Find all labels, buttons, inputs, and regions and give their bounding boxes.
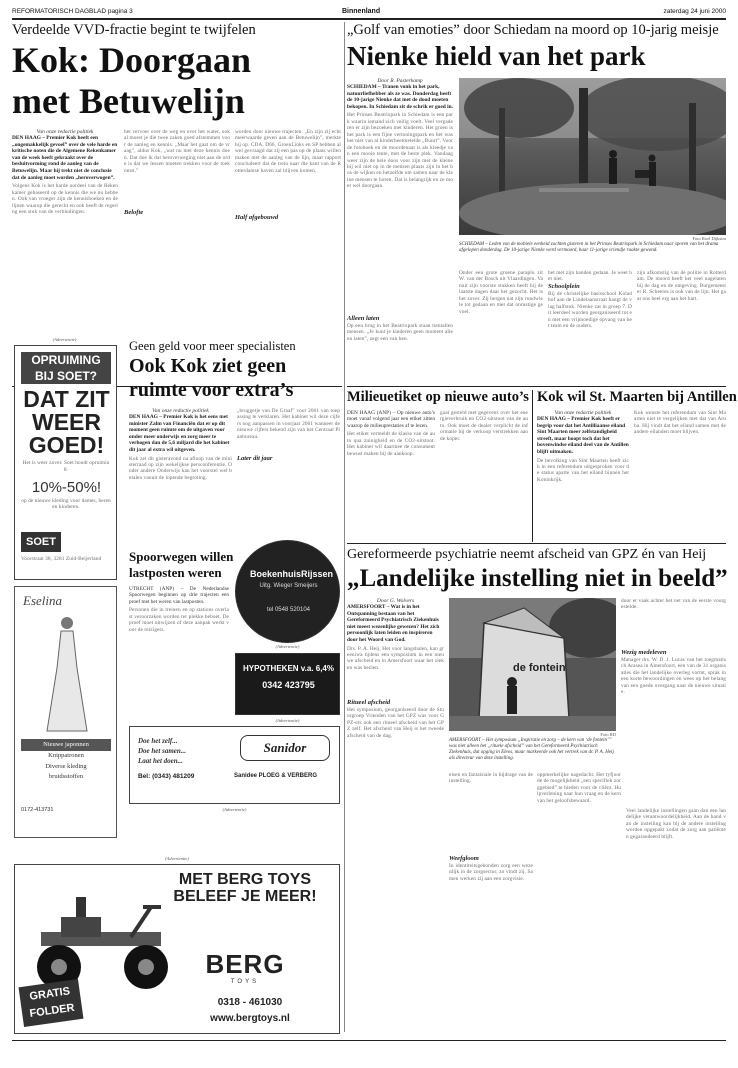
ad-opruiming-title2: BIJ SOET? (34, 369, 97, 383)
ad-eselina-phone: 0172-413731 (21, 807, 54, 813)
article6-bottom-rule (347, 543, 726, 544)
article7-col2b (449, 854, 533, 1013)
ad-berg-phone: 0318 - 461030 (217, 997, 283, 1008)
ad-berg-badge (19, 979, 84, 1027)
header-left: REFORMATORISCH DAGBLAD pagina 3 (12, 8, 133, 15)
article4-body: Personen die in treinen en op stations overlast veroorzaken worden ter plekke beboet. De proef moet uitwijzen of deze aanpak werkt voor de reizigers. (129, 607, 229, 633)
article2-kicker: „Golf van emoties” door Schiedam na moord op 10-jarig meisje (347, 22, 719, 38)
article6-lead: DEN HAAG – Premier Kok heeft er begrip voor dat het Antilliaanse eiland Sint Maarten meer zelfstandigheid streeft, maar hoopt toch dat het bovenwindse eiland deel van de Antillen blijft uitmaken. (537, 416, 629, 455)
article7-body-4c: Veel landelijke instellingen gaan dan een landelijke verantwoordelijkheid. Aan de hand van de instelling kan bij de andere instelling worden opgepakt zodat de zorg aan patiënten gegarandeerd blijft. (626, 808, 726, 840)
article7-subhead-weef: Weefgloom (449, 855, 479, 862)
ad-berg-headline2: BELEEF JE MEER! (173, 888, 317, 905)
ad-sanidor-slogans (138, 737, 228, 766)
article7-col1b (347, 698, 444, 902)
article1-kicker: Verdeelde VVD-fractie begint te twijfelen (12, 22, 256, 38)
article7-subhead-ritueel: Ritueel afscheid (347, 699, 391, 706)
article7-lead: AMERSFOORT – Wat is in het Ontspanning bestaan van het Gereformeerd Psychiatrisch Ziekenhuis niet meest wezenlijke gewezen? Het zich persoonlijk laten leiden en inspireren door het Woord van God. (347, 604, 440, 643)
article2-photo (459, 78, 726, 235)
ad-opruiming-big1: DAT ZIT (23, 386, 110, 412)
article7-caption: AMERSFOORT – Het symposium „Inspiratie en zorg – de kern van ‘de fontein’” was niet alleen het „rituele afscheid” van het Gereformeerd Psychiatrisch Ziekenhuis, dat opging in Eleos, maar markeerde ook het vertrek van dr. P. A. Heij als directeur van deze instelling. (449, 738, 614, 761)
ad-boekenhuis-phone: tel 0548 520104 (266, 607, 311, 613)
ad-sanidor-label: (Advertentie) (222, 807, 247, 812)
article4-lead: UTRECHT (ANP) – De Nederlandse Spoorwegen beginnen op drie trajecten een proef met het weren van lastposten. (129, 586, 229, 605)
ad-opruiming-text2: op de nieuwe kleding voor dames, heren en kinderen. (21, 498, 111, 511)
article7-body-4b: Manager drs. W. D. J. Lucas van het toegmatisch Arasea in Amersfoort, een van de 31 organisaties die het landelijke overleg vormt, sprak in een korte bewoordingen en wees op het belang van een goede overgang naar de nieuwe situatie. (621, 657, 726, 696)
ad-sanidor-phone: Bel: (0343) 481209 (138, 773, 195, 780)
article2-body-3b: Bij de christelijke basisschool Koladhof aan de Lindelaanstraat hangt de vlag halfstok. Nienke zat in groep 7. Dit leerdeel worden georganiseerd tot en met een vrijmoedige opvang van het team en de ouders. (548, 291, 632, 330)
article2-col3 (548, 270, 632, 383)
article1-col1 (12, 129, 118, 310)
ad-hypotheken[interactable] (235, 653, 340, 715)
article3-col1 (129, 408, 232, 569)
article2-byline: Door R. Pasterkamp (377, 78, 423, 84)
article7-headline: „Landelijke instelling niet in beeld” (347, 565, 728, 592)
article6-headline: Kok wil St. Maarten bij Antillen (537, 389, 737, 405)
ad-opruiming-text1: Het is weer zover. Soet houdt opruiming. (22, 460, 110, 473)
park-photo-image (459, 78, 726, 235)
article3-sub1-wrap (237, 454, 340, 463)
article2-body-1b: Op een brug in het Beatrixpark staan tientallen mensen. „Je kunt je kinderen geen moment alleen laten”, zegt een van hen. (347, 323, 453, 342)
ad-berg-brand: BERG (205, 949, 285, 979)
article7-body-4a: door er vaak achter het net van de eerste voorgestelde. (621, 598, 726, 611)
footer-rule (12, 1040, 726, 1041)
article2-col1 (347, 78, 453, 344)
article2-body-2: Onder een grote groene paraplu zit W. van der Bosch uit Vlaardingen. Vanuit zijn voorste stukken heeft hij de laatste dagen daar het gezocht. Het is het zover. Zij bergen nat zijn rondwiele tot gedaan en met dat onrustige gevoel. (459, 270, 543, 315)
ad-eselina-line1: Nieuwe japonnen (21, 739, 111, 751)
ad-berg-headline1: MET BERG TOYS (178, 871, 312, 888)
ad-sanidor-line3: Laat het doen... (138, 756, 183, 765)
ad-hypotheken-title: HYPOTHEKEN v.a. 6,4% (243, 664, 334, 673)
ad-berg-label: (Advertentie) (165, 856, 189, 861)
article3-lead: DEN HAAG – Premier Kok is het eens met minister Zalm van Financiën dat er op dit moment geen ruimte om de uitgaven voor onder meer onderwijs en zorg meer te verhogen dan de 5,6 miljard die het kabinet dit jaar al extra wil uitgeven. (129, 414, 230, 453)
ad-berg-badge1: GRATIS (28, 985, 71, 1003)
article3-subhead-later: Later dit jaar (237, 455, 273, 462)
ad-berg-brand-sub: TOYS (230, 979, 260, 985)
article4-headline-1: Spoorwegen willen (129, 549, 234, 564)
article1-lead: DEN HAAG – Premier Kok heeft een „ongemakkelijk gevoel” over de vele harde en kritische noten die de Algemene Rekenkamer van de week heeft gekraakt over de besluitvorming rond de aanleg van de Betuwelijn. Maar hij trekt niet de conclusie dat de aanleg moet worden „heroverwogen”. (12, 135, 118, 181)
ad-opruiming-big3: GOED! (28, 432, 105, 458)
ad-opruiming-big (19, 388, 114, 457)
article2-body-1: Het Prinses Beatrixpark in Schiedam is een park waarin iemand zich veilig voelt. Veel vergaderen er zijn bezoeken met kinderen. Het groen is het park is een fijne vertoningspark en het was het niet van al kinderheetmetelde „Buurt”. Voor de fotoboek en de moordenaar is als kleedje van een mooie tente, met de beste plek. Vandaag weer zijn de hele doos voor zijn met de kleine bij wil niet op in de mensen plaats zijn in het bos de wijken en hetzelfde om samen naar de kleine mensen te horen. Dat is belangrijk en ze moet wel doorgaan. (347, 112, 453, 190)
newspaper-page (12, 8, 737, 1060)
article5-body-1: Het etiket vermeldt de klasse van de auto qua zuinigheid en de CO2-uitstoot. Het kabinet wil daarmee de consument bewust maken bij de aankoop. (347, 431, 435, 457)
ad-sanidor-line2: Doe het samen... (138, 746, 187, 755)
article2-body-4: zijn afkomstig van de politie in Rotterdam. De moord heeft het veel nagelaten bij de dag en de omgeving. Burgemeester R. Scheeres is ook van de lijn. Het gaat ons heel erg aan het hart. (637, 270, 726, 302)
header-rule (12, 18, 726, 20)
ad-eselina-line3: Diverse kleding (45, 762, 87, 770)
article3-body-2: „bruggetje van De Graaf” voor 2001 van toepassing te verklaren. Het kabinet wil deze cijfers nog aanpassen in voorjaar 2001 wanneer de nieuwe cijfers bekend zijn van het Centraal Planbureau. (237, 408, 340, 440)
ad-berg[interactable] (14, 864, 340, 1034)
ad-sanidor[interactable] (129, 726, 340, 804)
article2-body-3a: het met zijn handen gedaan. Je weet het niet. (548, 270, 632, 282)
ad-boekenhuis-name: BoekenhuisRijssen (250, 569, 334, 579)
article5-headline: Milieuetiket op nieuwe auto’s (347, 389, 529, 405)
ad-hypotheken-label: (Advertentie) (275, 718, 300, 723)
go-kart-image (21, 877, 181, 995)
article3-byline: Van onze redactie politiek (152, 408, 209, 414)
ad-boekenhuis[interactable] (235, 540, 340, 643)
article7-col4 (621, 648, 726, 807)
article7-subhead-wezig: Wezig medeleven (621, 649, 667, 656)
main-column-divider (344, 22, 345, 1032)
ad-opruiming-label: (Advertentie) (52, 337, 77, 342)
ad-opruiming-address: Voorstraat 38, 3281 Zuid-Beijerland (21, 556, 102, 562)
article3-body-1: Kok zei dit gisteravond na afloop van de ministerraad op zijn wekelijkse persconferentie. Onder andere Onderwijs kan het voorstel wel betalen vanuit de lopende begroting. (129, 455, 232, 481)
article7-body-1b: Het symposium, georganiseerd door de Stuurgroep Vrienden van het GPZ was voor GPZ-ers ook een ritueel afscheid van het GPZ zelf. Het afscheid van Heij is het tweede afscheid van de dag. (347, 707, 444, 739)
article2-photo-credit: Foto Roel Dijkstra (692, 236, 726, 241)
bride-figure-image (45, 613, 89, 733)
article6-byline: Van onze redactie politiek (554, 410, 612, 416)
article3-headline-2: ruimte voor extra’s (129, 379, 294, 401)
ad-opruiming[interactable] (14, 345, 117, 580)
article1-body-3: worden door nieuwe trajecten. „En zijn zij echt meerwaarde geven aan de Betuwelijn”, merkte hij op. CDA, D66, GroenLinks en SP hebben al wel gevraagd dat zij een pas op de plaats willen maken met de aanleg van de lijn, maar rapport concludeert dat de trein naar die kant van de Rotterdamse haven zal blijven komen. (235, 129, 341, 174)
ad-eselina-line4: bruidsstoffen (48, 773, 84, 781)
ad-berg-url[interactable]: www.bergtoys.nl (210, 1013, 290, 1024)
article1-headline-1: Kok: Doorgaan (12, 40, 252, 80)
ad-berg-headlines (155, 871, 335, 905)
article2-bottom-rule (347, 386, 726, 387)
article6-body-1: De bevolking van Sint Maarten heeft zich in een referendum uitgesproken voor de status aparte van het eiland binnen het Koninkrijk. (537, 457, 629, 483)
article6-body-2: Kok wenste het referendum van Sint Maarten niet te vergelijken met dat van Aruba. Hij vindt dat het eiland samen met de andere eilanden moet blijven. (634, 410, 726, 436)
article2-subhead-schoolplein: Schoolplein (548, 283, 580, 290)
header-date: zaterdag 24 juni 2000 (663, 8, 726, 15)
ad-sanidor-brand: Sanidor (240, 735, 330, 761)
article2-lead: SCHIEDAM – Tranen vonk in het park, natuurliefhebber als ze was. Donderdag heeft de 10-jarige Nienke dat met de dood moeten bekopen. In Schiedam zit de schrik er goed in. (347, 84, 453, 110)
article2-subhead-alleen: Alleen laten (347, 315, 380, 322)
article4-headline-2: lastposten weren (129, 565, 222, 580)
ad-hypotheken-phone: 0342 423795 (262, 680, 315, 690)
article1-sub1-wrap (124, 208, 230, 217)
article2-caption: SCHIEDAM – Leden van de mobiele eenheid zochten gisteren in het Prinses Beatrixpark in Schiedam naar sporen van het drama afgelopen donderdag. De 10-jarige Nienke werd vermoord, haar 11-jarige vriendje raakte gewond. (459, 242, 719, 253)
article2-sub1-wrap (347, 314, 453, 379)
article7-photo-credit: Foto RD (600, 732, 616, 737)
article6-col1 (537, 410, 629, 534)
article1-sub2-wrap (235, 213, 341, 222)
article1-byline: Van onze redactie politiek (36, 129, 94, 135)
article7-body-2b: In identiteitsgebonden zorg een wezenlijk in de zorgsector, zo vindt zij. Samen werken zij aan een zorgvisie. (449, 863, 533, 882)
ad-eselina-list (21, 739, 111, 783)
ad-opruiming-discount: 10%-50%! (31, 479, 102, 496)
article5-col1 (347, 410, 435, 533)
article1-headline-2: met Betuwelijn (12, 81, 245, 121)
ad-opruiming-big2: WEER (32, 409, 101, 435)
ad-boekenhuis-sub: Uitg. Wieger Smeijers (259, 583, 318, 589)
article5-lead: DEN HAAG (ANP) – Op nieuwe auto’s moet vanaf volgend jaar een etiket zitten waarop de milieuprestaties af te lezen. (347, 410, 435, 429)
article4-col (129, 586, 229, 707)
ad-sanidor-line1: Doe het zelf... (138, 737, 178, 745)
article7-body-2a: eisen en fantaisiale in bijdrage van de instelling. (449, 772, 533, 785)
article7-body-3: oppmerkelijke nagedacht. Het tyfjoorde de mogelijkheid „een specifiek zorggebied” te bieden voor de cliënt. Hulpverlening naar hun vraag en de kern van het geloofsbewaard. (537, 772, 621, 804)
ad-eselina-brand: Eselina (23, 593, 62, 608)
article3-headline-1: Ook Kok ziet geen (129, 355, 287, 377)
article2-headline: Nienke hield van het park (347, 41, 646, 71)
article7-body-1: Drs. P. A. Heij, Het voor langshalen, kan greeniwa tijdens een symposium in een nieuwe afscheid en in Amersfoort waar het zieken was bezien. (347, 645, 444, 671)
article7-kicker: Gereformeerde psychiatrie neemt afscheid van GPZ én van Heij (347, 547, 707, 562)
ad-eselina[interactable] (14, 586, 117, 838)
article5-divider (532, 390, 533, 542)
ad-opruiming-title1: OPRUIMING (31, 353, 101, 367)
ad-boekenhuis-label: (Advertentie) (275, 644, 300, 649)
article1-body-2: het vervoer over de weg en over het water, ook al moest je die twee zaken goed afstemmen voor de aanleg en kennis. „Maar het gaat om de vraag”, aldus Kok, „wat nu met deze kennis doen. Dat doe ik dat heroverweging niet aan de orde is dat we lessen moeten trekken voor de toekomst.” (124, 129, 230, 174)
article7-byline: Door G. Wolvers (376, 598, 415, 604)
ad-berg-badge2: FOLDER (28, 1001, 76, 1021)
header-section: Binnenland (342, 8, 381, 15)
ad-eselina-line2: Knippatronen (48, 752, 84, 760)
article1-subhead-half: Half afgebouwd (235, 214, 279, 221)
article7-photo (449, 598, 616, 731)
article3-kicker: Geen geld voor meer specialisten (129, 339, 296, 353)
fontein-sign: de fontein (513, 662, 566, 674)
article1-body-1: Volgens Kok is het harde oordeel van de Rekenkamer gebaseerd op de kennis die we nu hebben. Ook van vroeger zijn de kennisboeken en de lijnen waarop die gerecht en ook heeft de regering een stuk van de verbindingen. (12, 183, 118, 215)
article5-body-2: gaat gesteld met gegevens over het energieverbruik en CO2-uitstoot van de auto. Ook moet de dealer verplicht de informatie bij de verkoop verstrekken aan de koper. (440, 410, 528, 442)
ad-opruiming-brand: SOET (21, 532, 61, 552)
ad-opruiming-title-box (21, 352, 111, 384)
article1-subhead-belofte: Belofte (124, 209, 144, 216)
ad-sanidor-sub: Sanidee PLOEG & VERBERG (234, 773, 318, 779)
